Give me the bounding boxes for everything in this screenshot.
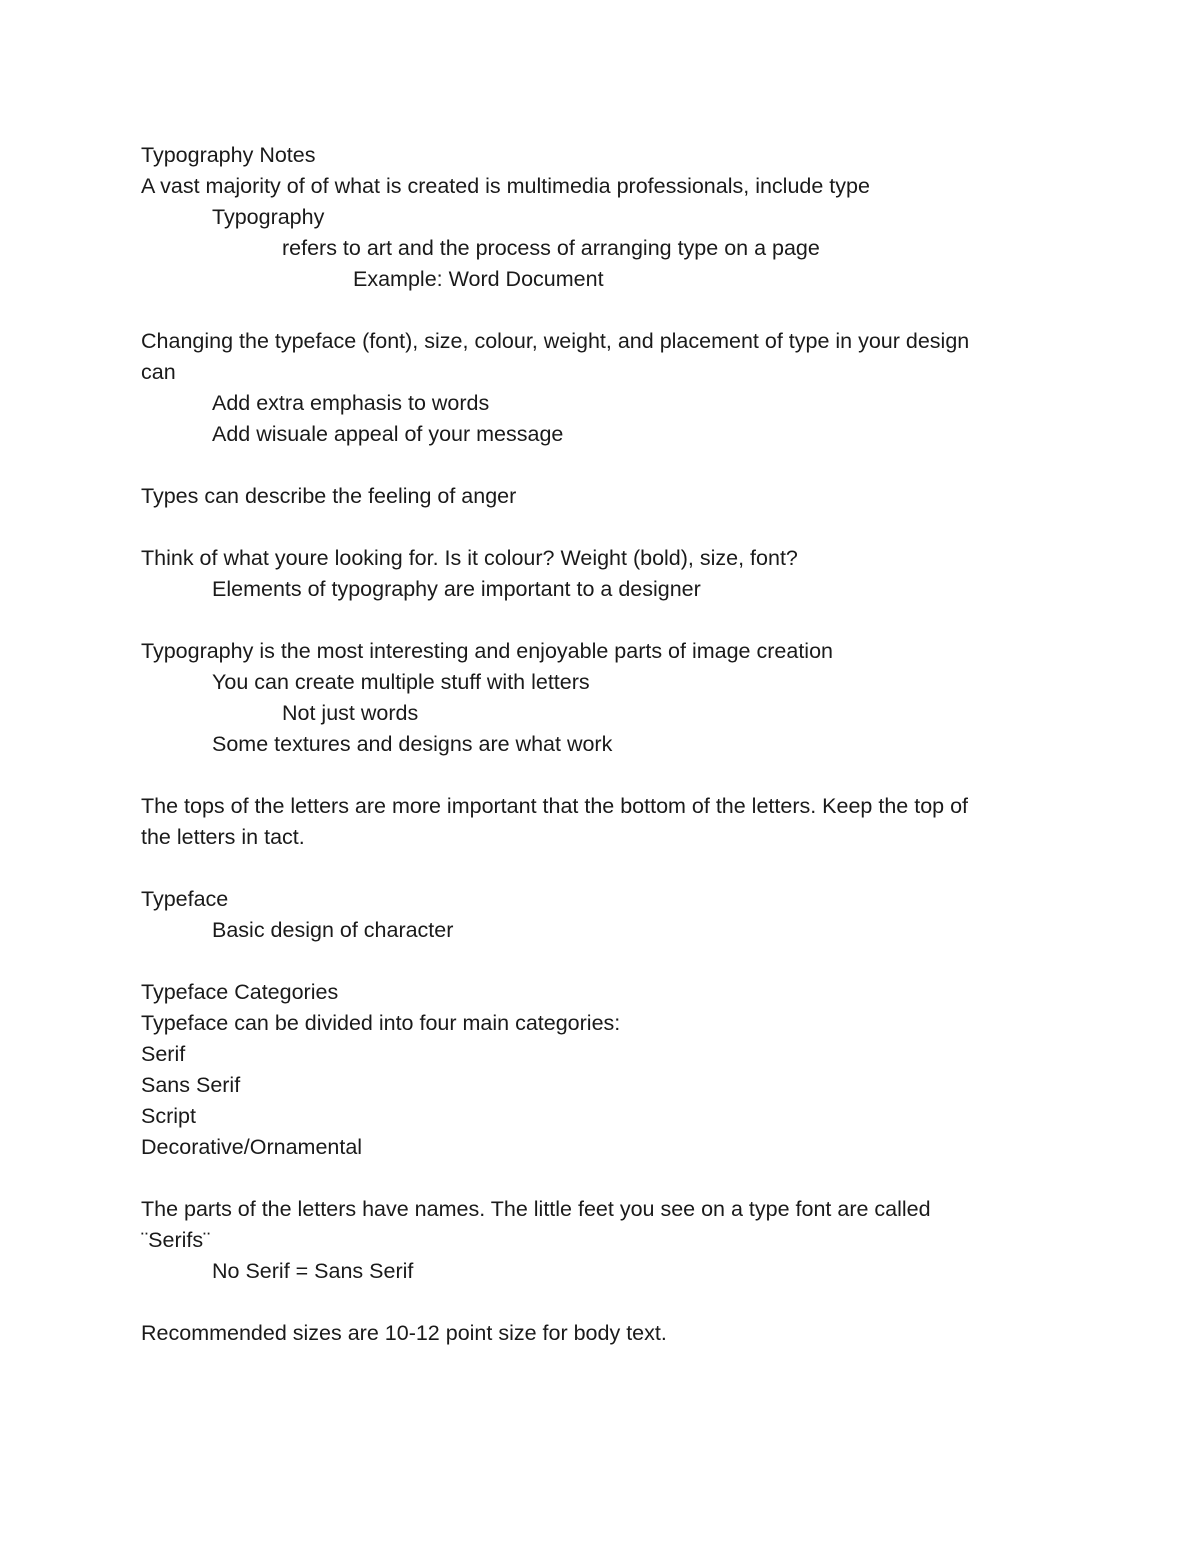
typeface-definition: Basic design of character: [212, 918, 454, 942]
emphasis-item: Add extra emphasis to words: [212, 391, 490, 415]
tops-paragraph-line-1: The tops of the letters are more important that the bottom of the letters. Keep the top of: [141, 794, 969, 818]
spacer: [141, 1287, 1061, 1318]
parts-paragraph-line-1: The parts of the letters have names. The little feet you see on a type font are called: [141, 1197, 931, 1221]
recommended-sizes-line: Recommended sizes are 10-12 point size for body text.: [141, 1321, 667, 1345]
spacer: [141, 760, 1061, 791]
spacer: [141, 450, 1061, 481]
elements-item: Elements of typography are important to a designer: [212, 577, 701, 601]
document-title: Typography Notes: [141, 143, 316, 167]
multiple-item: You can create multiple stuff with letters: [212, 670, 590, 694]
parts-paragraph-line-2: ¨Serifs¨: [141, 1228, 211, 1252]
spacer: [141, 605, 1061, 636]
typography-example: Example: Word Document: [353, 267, 604, 291]
document-body: [141, 140, 1061, 1349]
intro-line: A vast majority of of what is created is multimedia professionals, include type: [141, 174, 870, 198]
categories-intro: Typeface can be divided into four main categories:: [141, 1011, 621, 1035]
not-just-words-item: Not just words: [282, 701, 419, 725]
category-item: Sans Serif: [141, 1073, 241, 1097]
spacer: [141, 512, 1061, 543]
interesting-paragraph: Typography is the most interesting and enjoyable parts of image creation: [141, 639, 833, 663]
changing-paragraph-line-2: can: [141, 360, 176, 384]
spacer: [141, 1163, 1061, 1194]
types-feeling-line: Types can describe the feeling of anger: [141, 484, 517, 508]
spacer: [141, 853, 1061, 884]
tops-paragraph-line-2: the letters in tact.: [141, 825, 305, 849]
textures-item: Some textures and designs are what work: [212, 732, 613, 756]
category-item: Script: [141, 1104, 196, 1128]
no-serif-item: No Serif = Sans Serif: [212, 1259, 414, 1283]
changing-paragraph-line-1: Changing the typeface (font), size, colour, weight, and placement of type in your design: [141, 329, 970, 353]
spacer: [141, 946, 1061, 977]
think-paragraph: Think of what youre looking for. Is it colour? Weight (bold), size, font?: [141, 546, 798, 570]
typeface-heading: Typeface: [141, 887, 229, 911]
category-item: Decorative/Ornamental: [141, 1135, 363, 1159]
spacer: [141, 295, 1061, 326]
typography-label: Typography: [212, 205, 325, 229]
category-item: Serif: [141, 1042, 186, 1066]
appeal-item: Add wisuale appeal of your message: [212, 422, 564, 446]
categories-heading: Typeface Categories: [141, 980, 339, 1004]
typography-definition: refers to art and the process of arranging type on a page: [282, 236, 820, 260]
